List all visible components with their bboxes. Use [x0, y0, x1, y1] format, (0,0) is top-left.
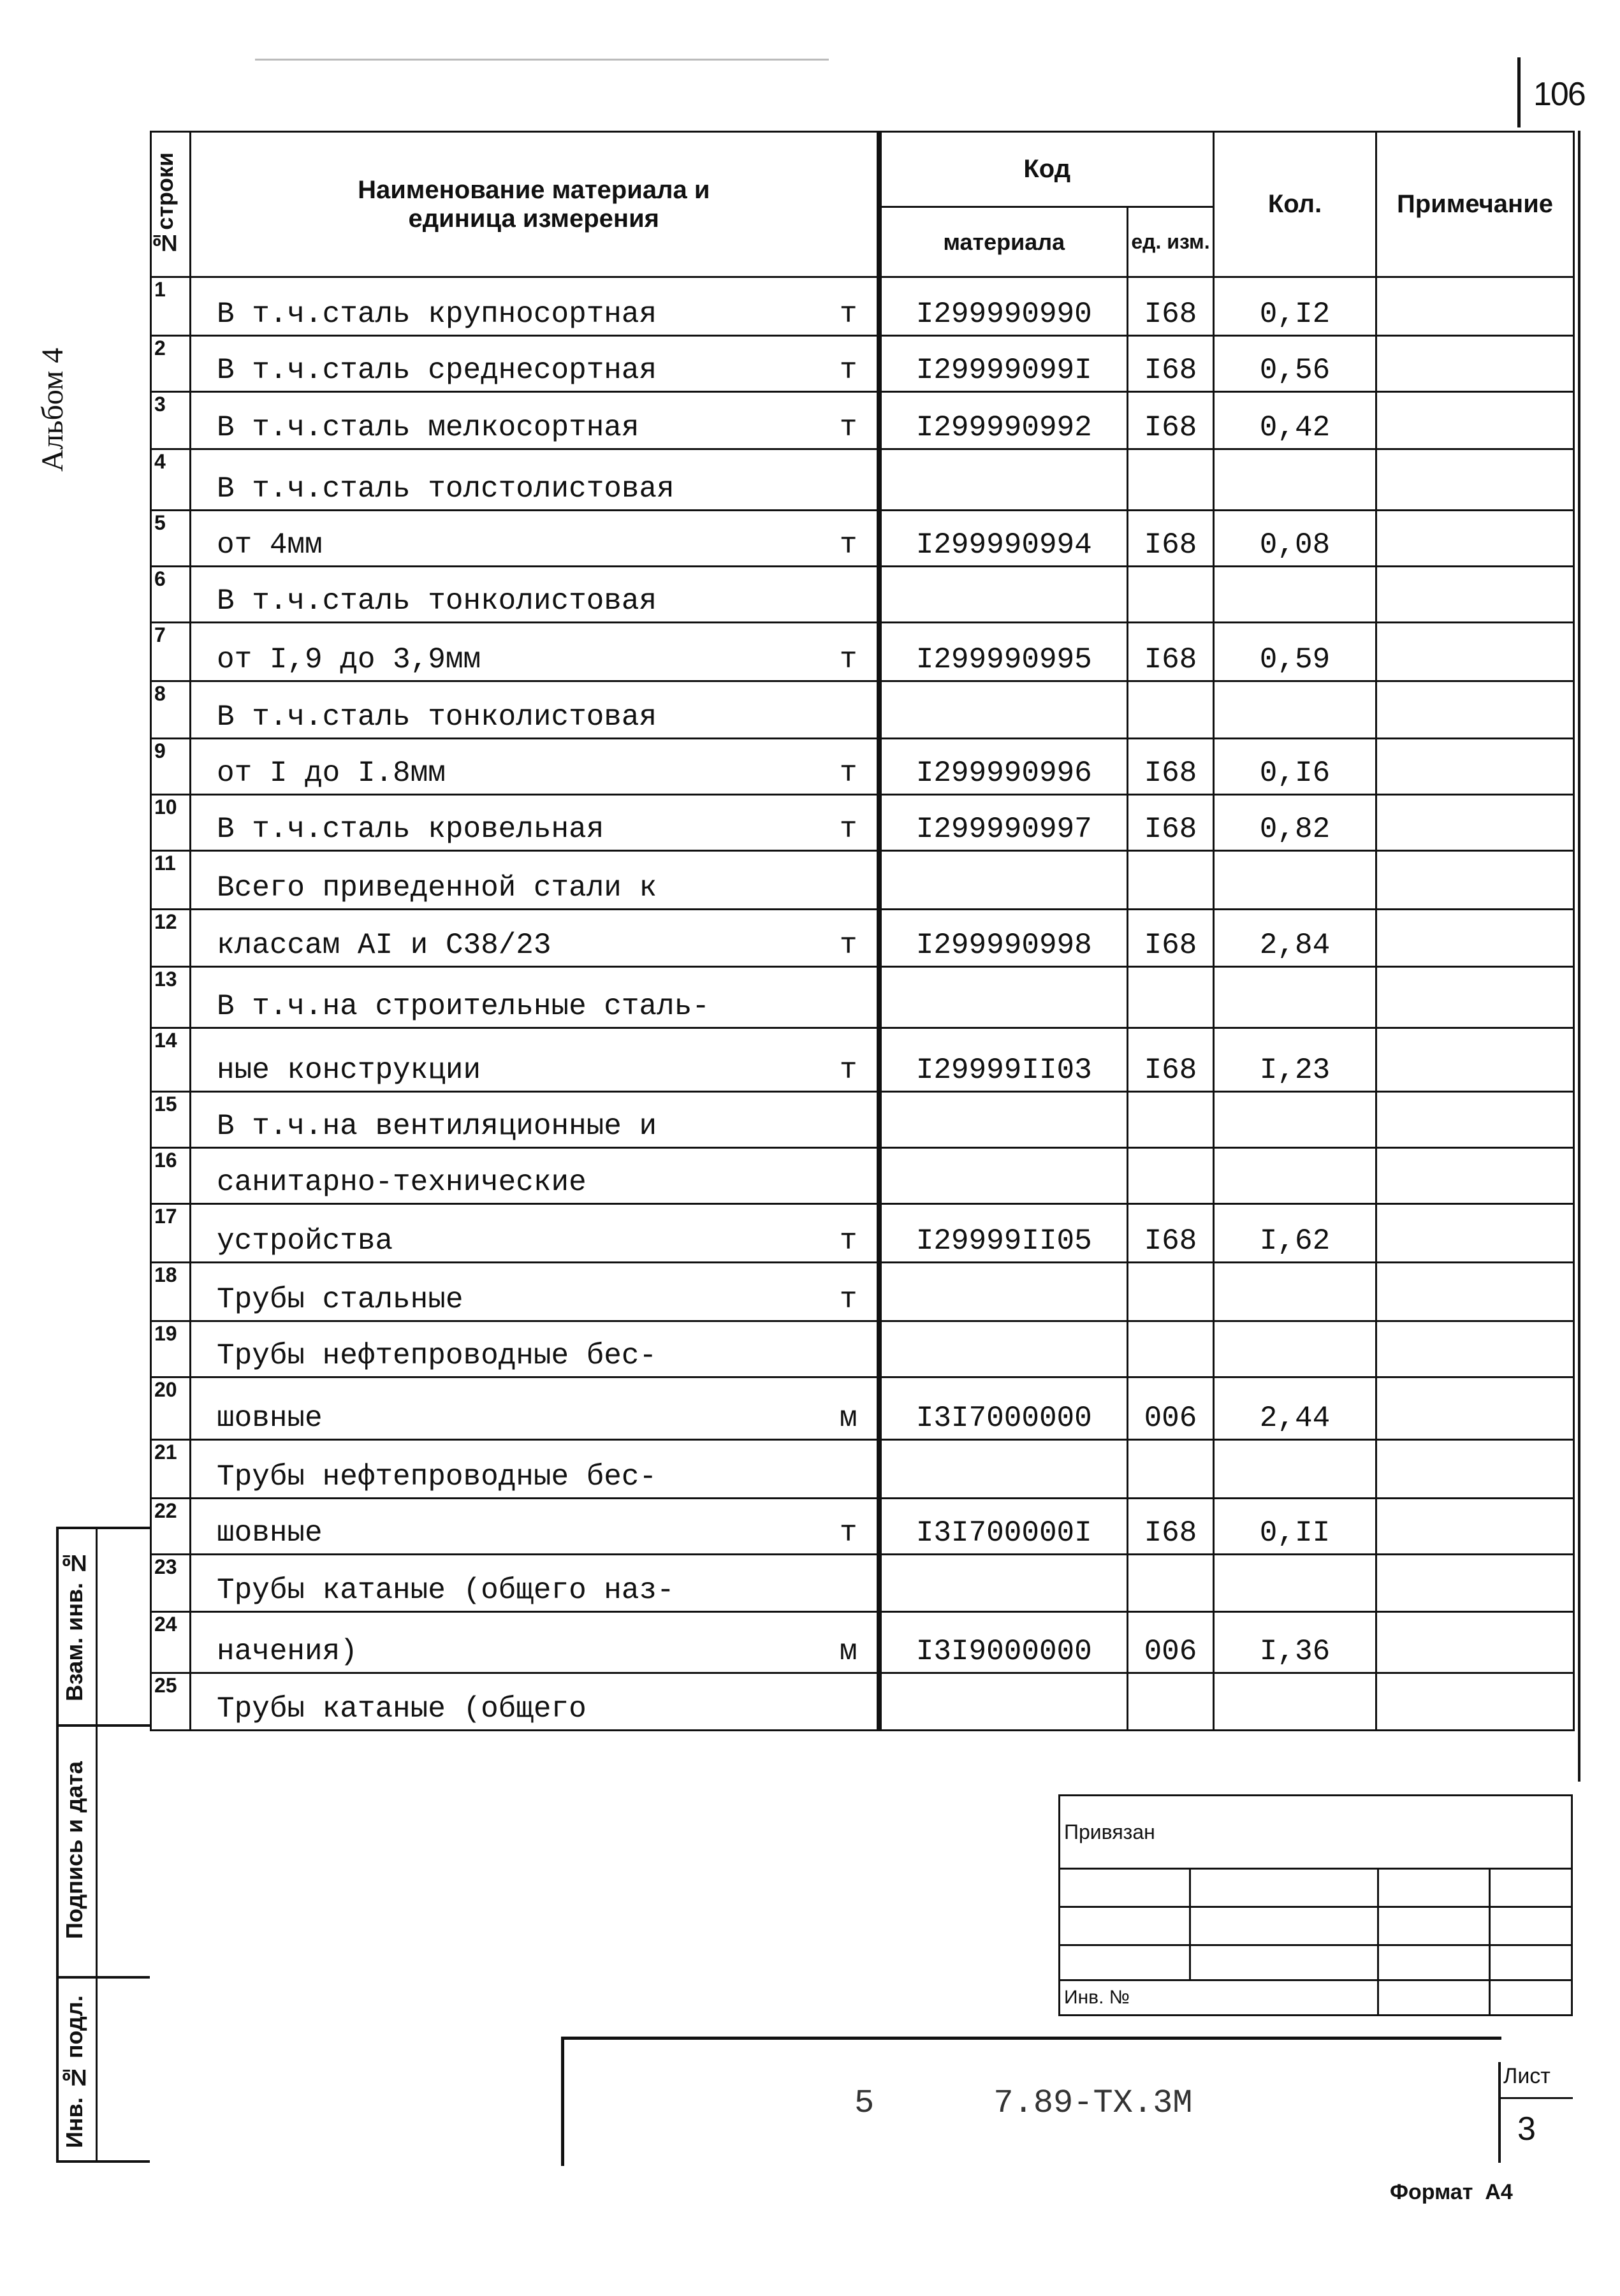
table-row [151, 567, 1574, 623]
inv-no-label: Инв. № [1060, 1980, 1378, 2016]
signature-date-label: Подпись и дата [61, 1761, 87, 1939]
material-code [879, 1440, 1128, 1499]
header-row-no: №строки [151, 132, 191, 277]
unit-of-measure: м [839, 1635, 857, 1668]
unit-code [1128, 851, 1214, 910]
note-cell [1376, 795, 1574, 851]
unit-of-measure: т [839, 643, 857, 676]
table-row [151, 1377, 1574, 1440]
unit-code [1128, 449, 1214, 511]
corner-page-number: 106 [1533, 76, 1585, 113]
material-name-text: В т.ч.сталь мелкосортная [217, 411, 639, 444]
material-code [879, 1148, 1128, 1204]
note-cell [1376, 1204, 1574, 1263]
note-cell [1376, 1499, 1574, 1555]
unit-code [1128, 1440, 1214, 1499]
material-name [191, 1499, 879, 1555]
material-code: I299990995 [879, 623, 1128, 681]
material-code [879, 1092, 1128, 1148]
material-name-text: от I,9 до 3,9мм [217, 643, 481, 676]
material-name [191, 1612, 879, 1673]
table-row [151, 511, 1574, 567]
header-code: Код [879, 132, 1214, 207]
table-row [151, 967, 1574, 1028]
material-code [879, 1673, 1128, 1731]
scan-top-line [255, 59, 829, 61]
material-name-text: Трубы нефтепроводные бес- [217, 1339, 657, 1372]
quantity: 2,84 [1214, 910, 1376, 967]
quantity: 0,08 [1214, 511, 1376, 567]
material-name [191, 511, 879, 567]
material-code: I29999099I [879, 336, 1128, 392]
material-name-text: В т.ч.на вентиляционные и [217, 1110, 657, 1143]
material-code [879, 1321, 1128, 1377]
table-row [151, 1263, 1574, 1321]
row-number: 5 [151, 511, 191, 567]
table-row [151, 1612, 1574, 1673]
unit-code: I68 [1128, 623, 1214, 681]
table-row [151, 623, 1574, 681]
material-name [191, 681, 879, 739]
material-name-text: Трубы стальные [217, 1283, 463, 1316]
quantity: 0,I6 [1214, 739, 1376, 795]
table-row [151, 277, 1574, 336]
quantity [1214, 681, 1376, 739]
table-row [151, 795, 1574, 851]
row-number: 20 [151, 1377, 191, 1440]
material-code: I3I7000000 [879, 1377, 1128, 1440]
material-code: I299990990 [879, 277, 1128, 336]
material-name [191, 336, 879, 392]
row-number: 19 [151, 1321, 191, 1377]
quantity: I,23 [1214, 1028, 1376, 1092]
unit-of-measure: т [839, 813, 857, 846]
quantity: 0,59 [1214, 623, 1376, 681]
binding-inner-line [96, 1527, 98, 2163]
note-cell [1376, 851, 1574, 910]
material-name-text: Всего приведенной стали к [217, 871, 657, 905]
row-number: 25 [151, 1673, 191, 1731]
table-row [151, 1148, 1574, 1204]
row-number: 14 [151, 1028, 191, 1092]
material-name [191, 1440, 879, 1499]
material-name [191, 392, 879, 449]
material-code: I299990997 [879, 795, 1128, 851]
row-number: 1 [151, 277, 191, 336]
binding-divider-2 [56, 1976, 150, 1979]
row-number: 6 [151, 567, 191, 623]
material-name [191, 449, 879, 511]
material-name-text: Трубы катаные (общего наз- [217, 1574, 675, 1607]
unit-of-measure: т [839, 1054, 857, 1087]
quantity: 2,44 [1214, 1377, 1376, 1440]
row-number: 24 [151, 1612, 191, 1673]
row-number: 13 [151, 967, 191, 1028]
material-code [879, 567, 1128, 623]
note-cell [1376, 967, 1574, 1028]
sheet-label: Лист [1503, 2064, 1551, 2088]
table-row [151, 910, 1574, 967]
row-number: 3 [151, 392, 191, 449]
header-code-material: материала [879, 207, 1128, 277]
material-name-text: шовные [217, 1516, 323, 1550]
material-name [191, 567, 879, 623]
privyazan-label: Привязан [1060, 1796, 1572, 1869]
materials-table-body [151, 277, 1574, 1731]
note-cell [1376, 739, 1574, 795]
quantity: 0,56 [1214, 336, 1376, 392]
material-name-text: В т.ч.сталь кровельная [217, 813, 604, 846]
table-row [151, 1499, 1574, 1555]
row-number: 10 [151, 795, 191, 851]
note-cell [1376, 1612, 1574, 1673]
material-name [191, 1555, 879, 1612]
material-name-text: В т.ч.сталь среднесортная [217, 354, 657, 387]
note-cell [1376, 1555, 1574, 1612]
unit-code [1128, 681, 1214, 739]
material-name [191, 1263, 879, 1321]
quantity [1214, 851, 1376, 910]
unit-of-measure: т [839, 1224, 857, 1258]
table-row [151, 1673, 1574, 1731]
material-name-text: Трубы катаные (общего [217, 1692, 587, 1726]
note-cell [1376, 511, 1574, 567]
material-name-text: санитарно-технические [217, 1166, 587, 1199]
material-code [879, 449, 1128, 511]
row-number: 4 [151, 449, 191, 511]
unit-code: I68 [1128, 1499, 1214, 1555]
material-name [191, 1377, 879, 1440]
material-name-text: устройства [217, 1224, 393, 1258]
quantity: I,62 [1214, 1204, 1376, 1263]
unit-of-measure: т [839, 1283, 857, 1316]
unit-of-measure: т [839, 757, 857, 790]
note-cell [1376, 623, 1574, 681]
unit-code [1128, 1321, 1214, 1377]
unit-of-measure: м [839, 1402, 857, 1435]
material-name-text: классам АI и С38/23 [217, 929, 551, 962]
row-number: 12 [151, 910, 191, 967]
vzam-inv-label: Взам. инв. № [61, 1550, 87, 1701]
table-row [151, 1092, 1574, 1148]
unit-of-measure: т [839, 411, 857, 444]
material-code [879, 851, 1128, 910]
table-row [151, 1440, 1574, 1499]
material-name [191, 1204, 879, 1263]
unit-code: I68 [1128, 1028, 1214, 1092]
unit-of-measure: т [839, 298, 857, 331]
material-code: I299990996 [879, 739, 1128, 795]
material-name [191, 967, 879, 1028]
unit-code: I68 [1128, 392, 1214, 449]
material-name [191, 1321, 879, 1377]
unit-code [1128, 1263, 1214, 1321]
unit-code: I68 [1128, 511, 1214, 567]
unit-code: 006 [1128, 1612, 1214, 1673]
unit-code [1128, 967, 1214, 1028]
quantity [1214, 1321, 1376, 1377]
unit-code [1128, 1148, 1214, 1204]
note-cell [1376, 1673, 1574, 1731]
material-code [879, 681, 1128, 739]
note-cell [1376, 277, 1574, 336]
material-name [191, 1092, 879, 1148]
material-code: I3I9000000 [879, 1612, 1128, 1673]
note-cell [1376, 1263, 1574, 1321]
material-code: I3I700000I [879, 1499, 1128, 1555]
unit-of-measure: т [839, 528, 857, 562]
material-name-text: В т.ч.сталь тонколистовая [217, 585, 657, 618]
note-cell [1376, 1377, 1574, 1440]
sheet-number: 3 [1517, 2111, 1536, 2147]
material-name [191, 739, 879, 795]
header-name: Наименование материала и единица измерения [191, 132, 879, 277]
unit-of-measure: т [839, 354, 857, 387]
material-name [191, 851, 879, 910]
material-name-text: шовные [217, 1402, 323, 1435]
unit-code [1128, 567, 1214, 623]
materials-table [150, 131, 1575, 1731]
material-name-text: от I до I.8мм [217, 757, 446, 790]
quantity [1214, 1148, 1376, 1204]
quantity [1214, 1092, 1376, 1148]
table-row [151, 739, 1574, 795]
material-code: I299990992 [879, 392, 1128, 449]
header-qty: Кол. [1214, 132, 1376, 277]
material-name-text: В т.ч.на строительные сталь- [217, 990, 710, 1023]
unit-code: I68 [1128, 795, 1214, 851]
unit-code: I68 [1128, 910, 1214, 967]
table-row [151, 392, 1574, 449]
unit-code [1128, 1092, 1214, 1148]
unit-of-measure: т [839, 1516, 857, 1550]
format-label: Формат А4 [1390, 2180, 1513, 2204]
row-number: 18 [151, 1263, 191, 1321]
quantity: 0,82 [1214, 795, 1376, 851]
material-code: I29999II05 [879, 1204, 1128, 1263]
note-cell [1376, 1148, 1574, 1204]
material-code: I299990998 [879, 910, 1128, 967]
table-row [151, 1204, 1574, 1263]
material-name-text: В т.ч.сталь крупносортная [217, 298, 657, 331]
material-name [191, 277, 879, 336]
row-number: 7 [151, 623, 191, 681]
unit-of-measure: т [839, 929, 857, 962]
note-cell [1376, 567, 1574, 623]
header-code-unit: ед. изм. [1128, 207, 1214, 277]
table-row [151, 1555, 1574, 1612]
quantity: 0,I2 [1214, 277, 1376, 336]
table-row [151, 449, 1574, 511]
unit-code: 006 [1128, 1377, 1214, 1440]
note-cell [1376, 681, 1574, 739]
table-row [151, 681, 1574, 739]
quantity [1214, 449, 1376, 511]
unit-code: I68 [1128, 739, 1214, 795]
note-cell [1376, 449, 1574, 511]
inv-podl-label: Инв. № подл. [61, 1995, 87, 2148]
row-number: 9 [151, 739, 191, 795]
note-cell [1376, 1440, 1574, 1499]
row-number: 23 [151, 1555, 191, 1612]
note-cell [1376, 1028, 1574, 1092]
row-number: 22 [151, 1499, 191, 1555]
material-name-text: ные конструкции [217, 1054, 481, 1087]
material-name [191, 910, 879, 967]
document-code: 5 7.89-ТХ.3М [854, 2084, 1193, 2122]
material-name-text: В т.ч.сталь толстолистовая [217, 472, 675, 505]
unit-code: I68 [1128, 336, 1214, 392]
frame-right-line [1578, 131, 1580, 1782]
quantity: 0,42 [1214, 392, 1376, 449]
quantity [1214, 567, 1376, 623]
material-code [879, 1555, 1128, 1612]
row-number: 17 [151, 1204, 191, 1263]
row-number: 16 [151, 1148, 191, 1204]
table-row [151, 1321, 1574, 1377]
row-number: 21 [151, 1440, 191, 1499]
material-code [879, 967, 1128, 1028]
material-name [191, 1028, 879, 1092]
header-note: Примечание [1376, 132, 1574, 277]
quantity [1214, 1440, 1376, 1499]
material-code: I29999II03 [879, 1028, 1128, 1092]
unit-code: I68 [1128, 1204, 1214, 1263]
quantity [1214, 1673, 1376, 1731]
material-code [879, 1263, 1128, 1321]
unit-code: I68 [1128, 277, 1214, 336]
table-row [151, 1028, 1574, 1092]
unit-code [1128, 1555, 1214, 1612]
table-row [151, 851, 1574, 910]
quantity: 0,II [1214, 1499, 1376, 1555]
material-name-text: начения) [217, 1635, 358, 1668]
material-name [191, 795, 879, 851]
row-number: 8 [151, 681, 191, 739]
album-label: Альбом 4 [36, 347, 69, 472]
row-number: 11 [151, 851, 191, 910]
table-row [151, 336, 1574, 392]
quantity [1214, 1263, 1376, 1321]
binding-divider-1 [56, 1724, 150, 1727]
quantity [1214, 1555, 1376, 1612]
quantity: I,36 [1214, 1612, 1376, 1673]
material-name [191, 1148, 879, 1204]
material-code: I299990994 [879, 511, 1128, 567]
row-number: 2 [151, 336, 191, 392]
unit-code [1128, 1673, 1214, 1731]
sheet-divider [1498, 2097, 1573, 2099]
material-name [191, 1673, 879, 1731]
material-name-text: В т.ч.сталь тонколистовая [217, 701, 657, 734]
row-number: 15 [151, 1092, 191, 1148]
note-cell [1376, 1321, 1574, 1377]
quantity [1214, 967, 1376, 1028]
note-cell [1376, 910, 1574, 967]
note-cell [1376, 392, 1574, 449]
material-name-text: от 4мм [217, 528, 323, 562]
material-name [191, 623, 879, 681]
material-name-text: Трубы нефтепроводные бес- [217, 1460, 657, 1493]
note-cell [1376, 336, 1574, 392]
note-cell [1376, 1092, 1574, 1148]
